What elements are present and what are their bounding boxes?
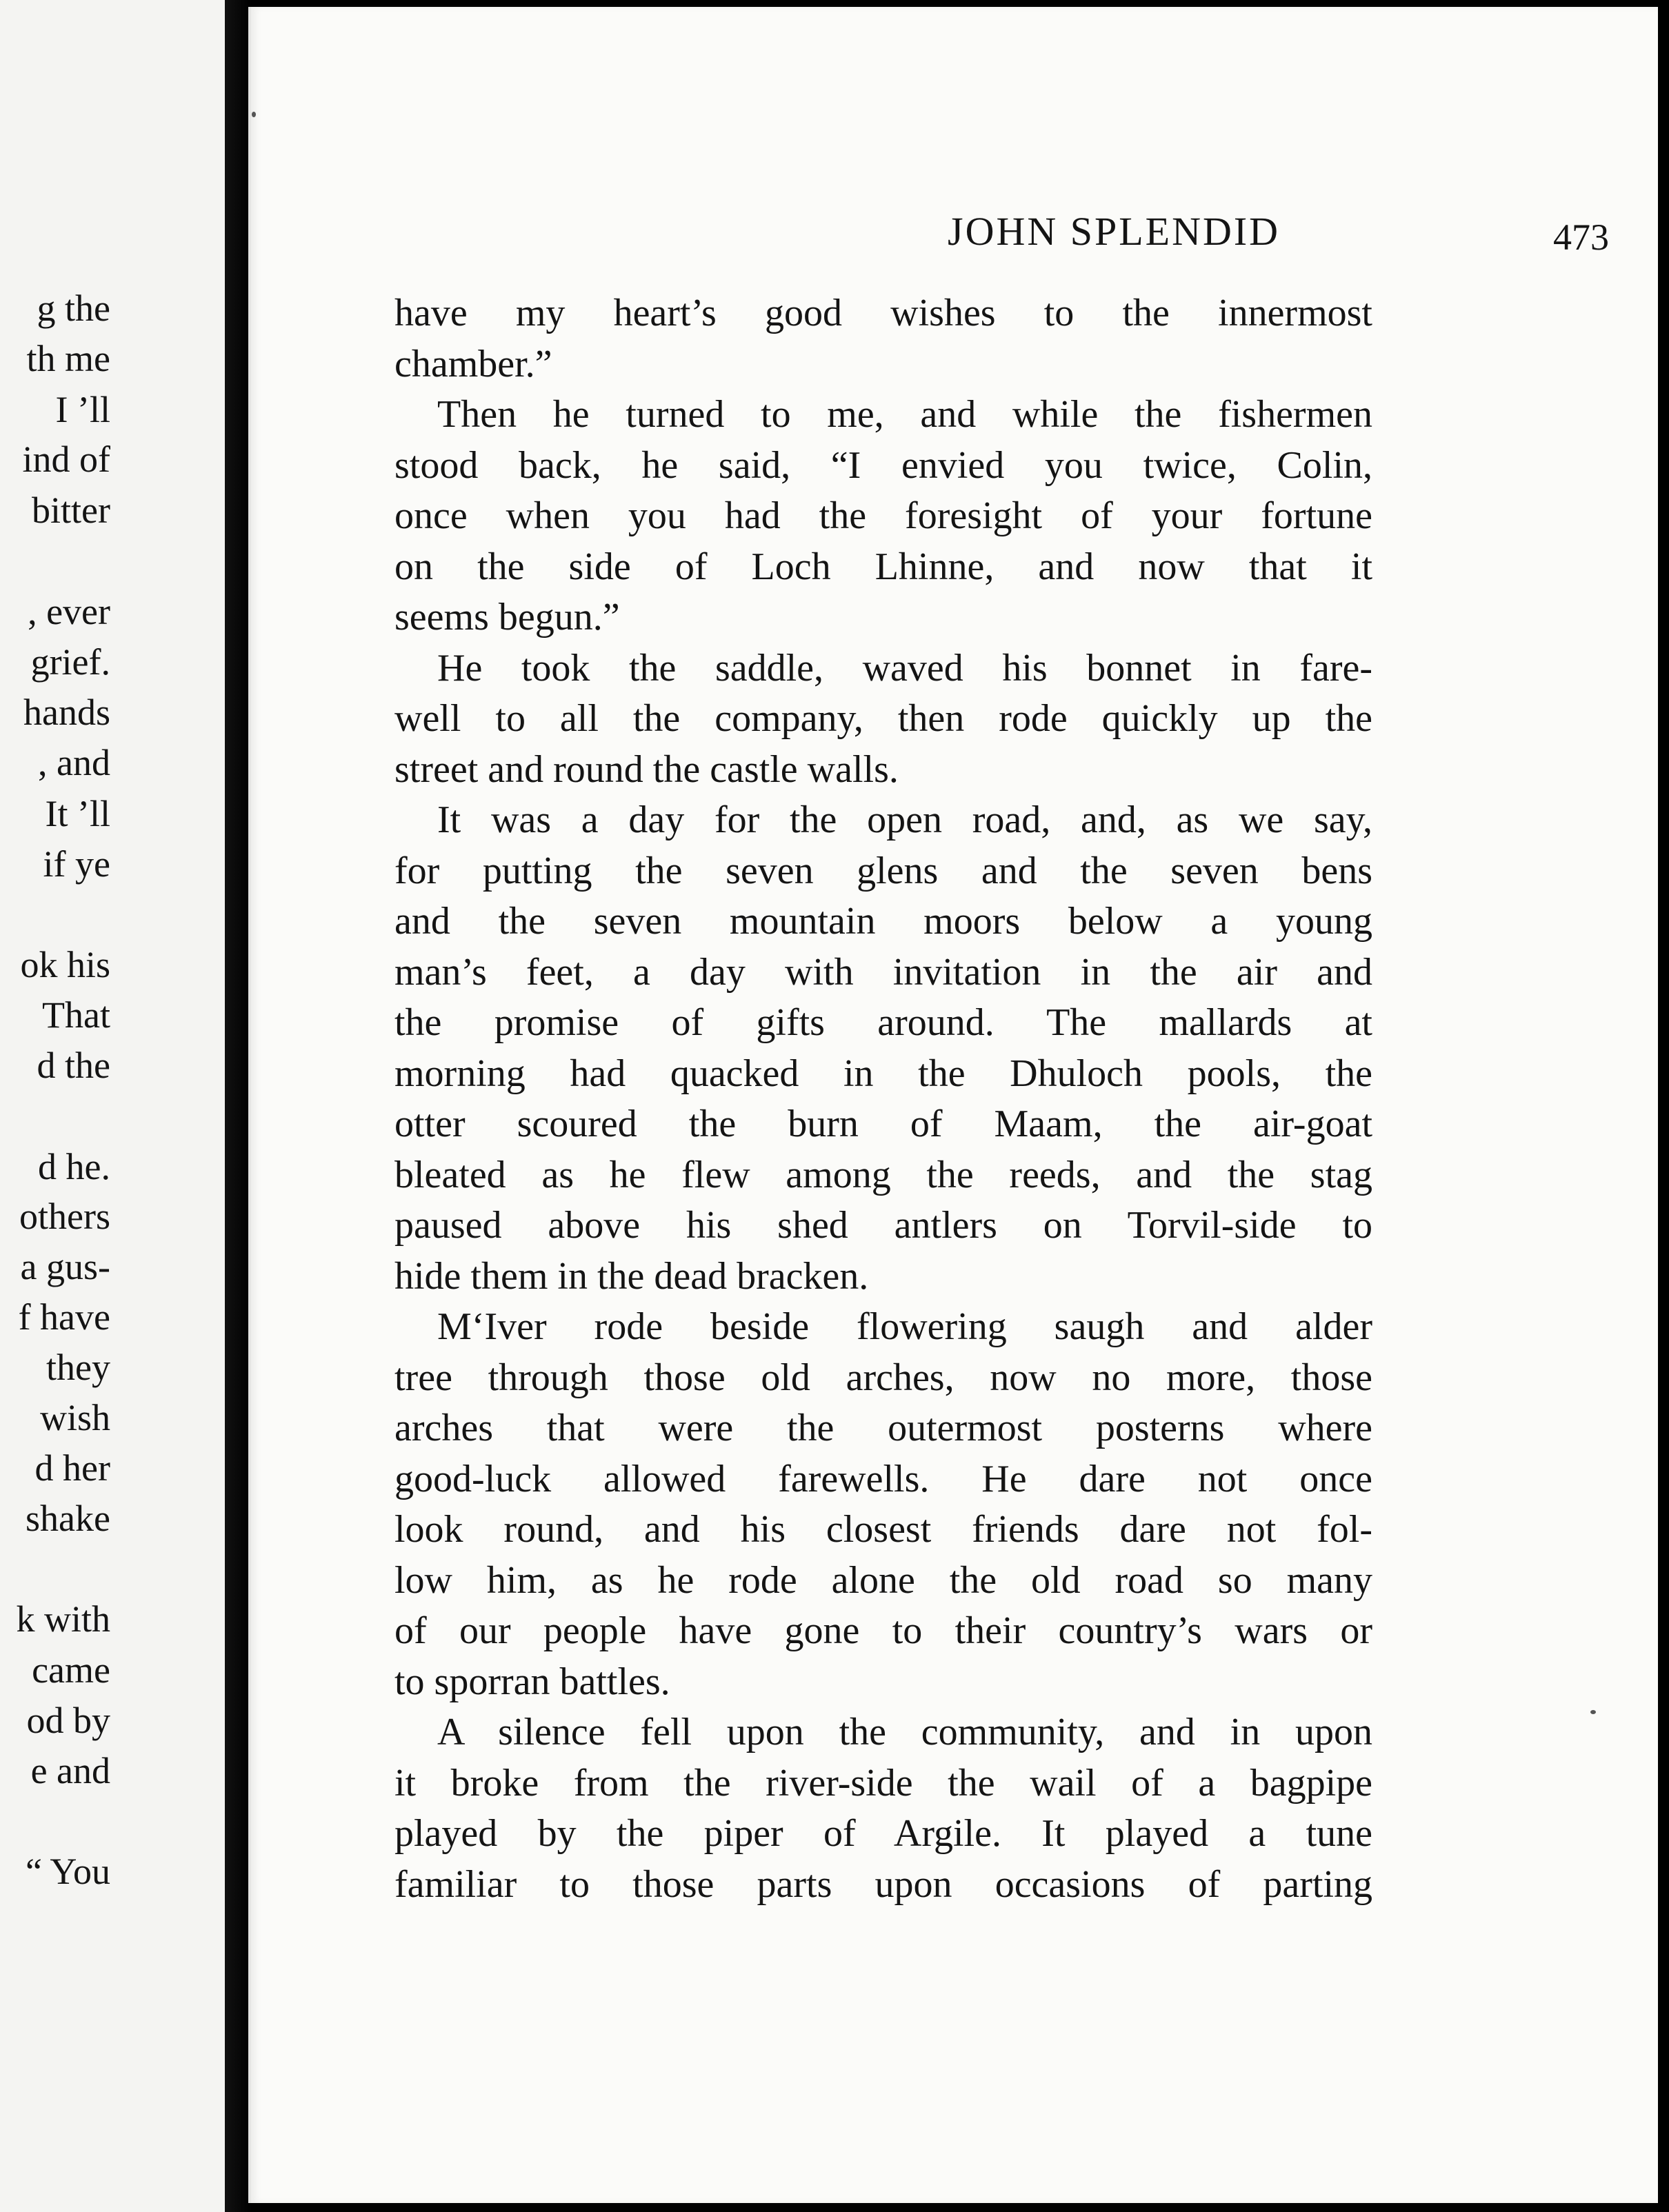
body-text-line: Then he turned to me, and while the fishermen	[437, 393, 1372, 436]
body-text	[394, 288, 1372, 1910]
body-text-line: morning had quacked in the Dhuloch pools, the	[394, 1052, 1372, 1095]
running-head: JOHN SPLENDID	[948, 209, 1281, 254]
body-text-line: M‘Iver rode beside flowering saugh and alder	[437, 1305, 1372, 1348]
body-text-line: good-luck allowed farewells. He dare not once	[394, 1457, 1372, 1500]
left-page-line-fragment: ok his	[20, 944, 110, 985]
left-page-line-fragment: , and	[38, 742, 110, 783]
body-text-line: tree through those old arches, now no more, those	[394, 1356, 1372, 1399]
body-text-line: to sporran battles.	[394, 1660, 670, 1703]
body-text-line: it broke from the river-side the wail of a bagpipe	[394, 1761, 1372, 1804]
body-text-line: played by the piper of Argile. It played a tune	[394, 1812, 1372, 1855]
body-text-line: on the side of Loch Lhinne, and now that it	[394, 545, 1372, 588]
left-page-line-fragment: “ You	[25, 1851, 110, 1892]
body-text-line: otter scoured the burn of Maam, the air-goat	[394, 1103, 1372, 1145]
body-text-line: bleated as he flew among the reeds, and the stag	[394, 1153, 1372, 1196]
body-text-line: once when you had the foresight of your fortune	[394, 494, 1372, 537]
body-text-line: street and round the castle walls.	[394, 747, 899, 791]
body-text-line: well to all the company, then rode quickly up the	[394, 697, 1372, 740]
body-text-line: low him, as he rode alone the old road so many	[394, 1558, 1372, 1602]
left-page-line-fragment: k with	[16, 1598, 110, 1640]
left-page-line-fragment: e and	[30, 1750, 110, 1791]
left-page-line-fragment: they	[46, 1347, 110, 1388]
left-page-line-fragment: , ever	[28, 591, 110, 632]
left-page-line-fragment: wish	[39, 1397, 110, 1438]
scan-speck	[252, 112, 256, 117]
left-page-line-fragment: I ’ll	[55, 389, 110, 430]
left-page-line-fragment: d he.	[38, 1146, 110, 1187]
body-text-line: the promise of gifts around. The mallards at	[394, 1001, 1372, 1044]
body-text-line: He took the saddle, waved his bonnet in fare-	[437, 646, 1372, 690]
left-page-line-fragment: It ’ll	[45, 793, 110, 834]
left-facing-page	[0, 0, 225, 2212]
body-text-line: chamber.”	[394, 342, 552, 385]
left-page-line-fragment: bitter	[32, 490, 110, 531]
left-page-line-fragment: shake	[26, 1498, 110, 1539]
body-text-line: familiar to those parts upon occasions of parting	[394, 1862, 1372, 1906]
left-page-line-fragment: d her	[34, 1447, 110, 1489]
page-number: 473	[1553, 217, 1609, 258]
left-page-line-fragment: if ye	[43, 843, 110, 885]
body-text-line: stood back, he said, “I envied you twice, Colin,	[394, 443, 1372, 487]
left-page-line-fragment: g the	[37, 288, 110, 329]
left-page-line-fragment: a gus-	[20, 1246, 110, 1287]
left-page-line-fragment: f have	[18, 1296, 110, 1338]
body-text-line: for putting the seven glens and the seven bens	[394, 849, 1372, 892]
body-text-line: look round, and his closest friends dare not fol-	[394, 1508, 1372, 1551]
left-page-line-fragment: hands	[23, 692, 110, 733]
body-text-line: It was a day for the open road, and, as we say,	[437, 798, 1372, 841]
body-text-line: man’s feet, a day with invitation in the air and	[394, 950, 1372, 994]
body-text-line: paused above his shed antlers on Torvil-side to	[394, 1204, 1372, 1247]
left-page-line-fragment: od by	[26, 1700, 110, 1741]
body-text-line: hide them in the dead bracken.	[394, 1254, 869, 1298]
left-page-line-fragment: came	[32, 1649, 110, 1691]
left-page-line-fragment: th me	[26, 338, 110, 379]
body-text-line: and the seven mountain moors below a young	[394, 900, 1372, 943]
body-text-line: A silence fell upon the community, and in upon	[437, 1711, 1372, 1753]
left-page-line-fragment: ind of	[22, 439, 110, 480]
left-page-line-fragment: d the	[37, 1045, 110, 1086]
body-text-line: arches that were the outermost posterns where	[394, 1407, 1372, 1449]
left-page-line-fragment: others	[19, 1196, 110, 1237]
body-text-line: seems begun.”	[394, 596, 620, 639]
body-text-line: of our people have gone to their country’s wars or	[394, 1609, 1372, 1652]
left-page-line-fragment: That	[42, 994, 110, 1036]
body-text-line: have my heart’s good wishes to the innermost	[394, 292, 1372, 334]
scan-speck	[1590, 1710, 1596, 1714]
left-page-line-fragment: grief.	[30, 641, 110, 683]
